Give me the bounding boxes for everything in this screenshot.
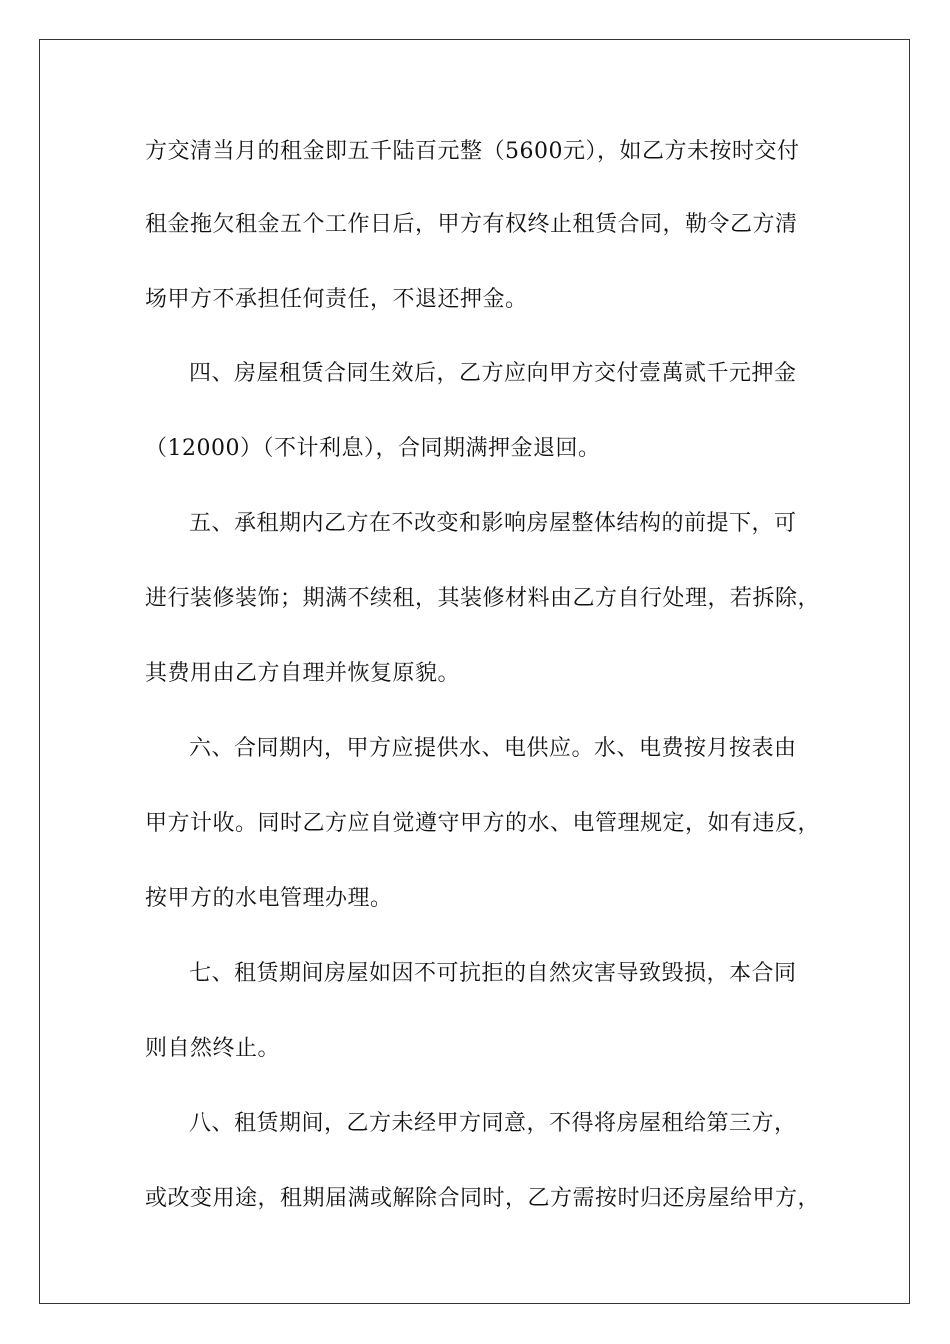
clause-6-line-3: 按甲方的水电管理办理。: [145, 886, 393, 911]
clause-7-line-1: 七、租赁期间房屋如因不可抗拒的自然灾害导致毁损，本合同: [189, 961, 797, 986]
clause-7-line-2: 则自然终止。: [145, 1036, 281, 1061]
clause-5-line-2: 进行装修装饰；期满不续租，其装修材料由乙方自行处理，若拆除，: [145, 586, 821, 611]
clause-6-line-1: 六、合同期内，甲方应提供水、电供应。水、电费按月按表由: [189, 736, 797, 761]
clause-5-line-3: 其费用由乙方自理并恢复原貌。: [145, 661, 461, 686]
clause-8-line-1: 八、租赁期间，乙方未经甲方同意，不得将房屋租给第三方，: [189, 1111, 797, 1136]
clause-6-line-2: 甲方计收。同时乙方应自觉遵守甲方的水、电管理规定，如有违反，: [145, 811, 821, 836]
clause-4-line-2: （12000）（不计利息），合同期满押金退回。: [145, 436, 601, 461]
clause-4-line-1: 四、房屋租赁合同生效后，乙方应向甲方交付壹萬贰千元押金: [189, 361, 797, 386]
text-line-3: 场甲方不承担任何责任，不退还押金。: [145, 287, 528, 312]
text-line-2: 租金拖欠租金五个工作日后，甲方有权终止租赁合同，勒令乙方清: [145, 212, 798, 237]
text-line-1: 方交清当月的租金即五千陆百元整（5600元），如乙方未按时交付: [145, 139, 800, 164]
clause-5-line-1: 五、承租期内乙方在不改变和影响房屋整体结构的前提下，可: [189, 511, 797, 536]
clause-8-line-2: 或改变用途，租期届满或解除合同时，乙方需按时归还房屋给甲方，: [145, 1186, 821, 1211]
